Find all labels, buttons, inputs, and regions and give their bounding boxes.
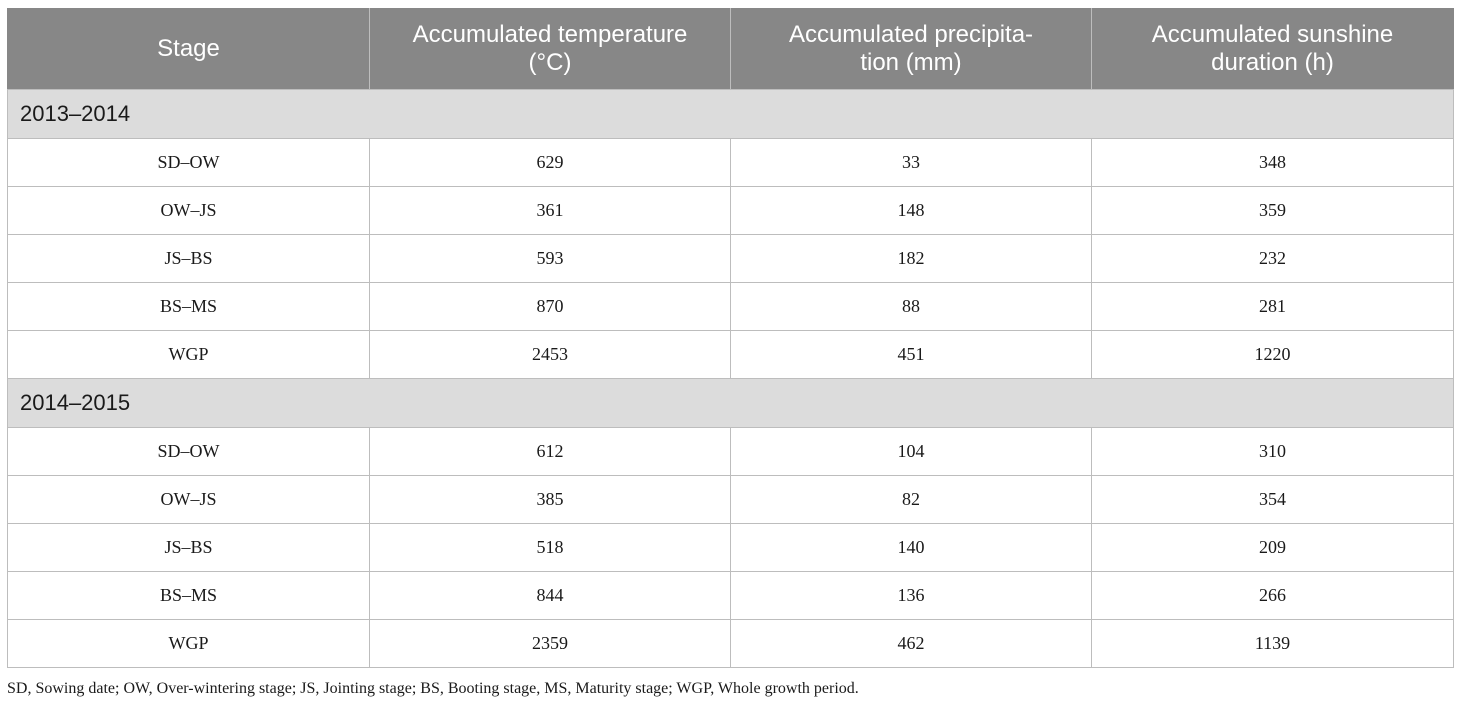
sunshine-cell: 354 [1092,476,1454,524]
sunshine-cell: 348 [1092,139,1454,187]
table-row [8,331,1454,379]
precipitation-cell: 451 [731,331,1092,379]
header-temperature-line-2: (°C) [528,49,572,76]
stage-cell: OW–JS [8,187,370,235]
table-row [8,476,1454,524]
header-precipitation-line-2: tion (mm) [860,49,962,76]
table-row [8,235,1454,283]
sunshine-cell: 209 [1092,524,1454,572]
temperature-cell: 870 [370,283,731,331]
precipitation-cell: 182 [731,235,1092,283]
header-accumulated-sunshine [1092,9,1454,90]
precipitation-cell: 148 [731,187,1092,235]
header-temperature-line-1: Accumulated temperature [412,21,688,48]
precipitation-cell: 462 [731,620,1092,668]
header-precipitation-line-1: Accumulated precipita- [788,21,1034,48]
stage-cell: JS–BS [8,524,370,572]
temperature-cell: 629 [370,139,731,187]
temperature-cell: 612 [370,428,731,476]
temperature-cell: 2359 [370,620,731,668]
sunshine-cell: 281 [1092,283,1454,331]
table-row [8,283,1454,331]
group-label: 2013–2014 [8,90,1454,139]
temperature-cell: 385 [370,476,731,524]
group-row [8,379,1454,428]
header-sunshine-line-2: duration (h) [1211,49,1334,76]
stage-cell: WGP [8,620,370,668]
sunshine-cell: 1220 [1092,331,1454,379]
temperature-cell: 361 [370,187,731,235]
stage-cell: BS–MS [8,572,370,620]
precipitation-cell: 88 [731,283,1092,331]
sunshine-cell: 310 [1092,428,1454,476]
stage-cell: SD–OW [8,428,370,476]
table-footnote: SD, Sowing date; OW, Over-wintering stage; JS, Jointing stage; BS, Booting stage, MS, Maturity stage; WGP, Whole growth period. [7,680,859,697]
temperature-cell: 2453 [370,331,731,379]
precipitation-cell: 104 [731,428,1092,476]
data-table-container [7,8,1453,668]
header-accumulated-temperature [370,9,731,90]
sunshine-cell: 1139 [1092,620,1454,668]
temperature-cell: 593 [370,235,731,283]
sunshine-cell: 359 [1092,187,1454,235]
table-row [8,187,1454,235]
table-row [8,524,1454,572]
sunshine-cell: 232 [1092,235,1454,283]
temperature-cell: 518 [370,524,731,572]
temperature-cell: 844 [370,572,731,620]
header-sunshine-line-1: Accumulated sunshine [1151,21,1394,48]
header-row [8,9,1454,90]
sunshine-cell: 266 [1092,572,1454,620]
stage-cell: SD–OW [8,139,370,187]
header-stage [8,9,370,90]
stage-cell: OW–JS [8,476,370,524]
group-row [8,90,1454,139]
table-row [8,139,1454,187]
header-accumulated-precipitation [731,9,1092,90]
climate-table [7,8,1454,668]
table-row [8,572,1454,620]
header-stage-line-1: Stage [157,35,220,62]
precipitation-cell: 140 [731,524,1092,572]
stage-cell: BS–MS [8,283,370,331]
precipitation-cell: 33 [731,139,1092,187]
group-label: 2014–2015 [8,379,1454,428]
stage-cell: WGP [8,331,370,379]
table-row [8,428,1454,476]
precipitation-cell: 82 [731,476,1092,524]
precipitation-cell: 136 [731,572,1092,620]
stage-cell: JS–BS [8,235,370,283]
table-row [8,620,1454,668]
